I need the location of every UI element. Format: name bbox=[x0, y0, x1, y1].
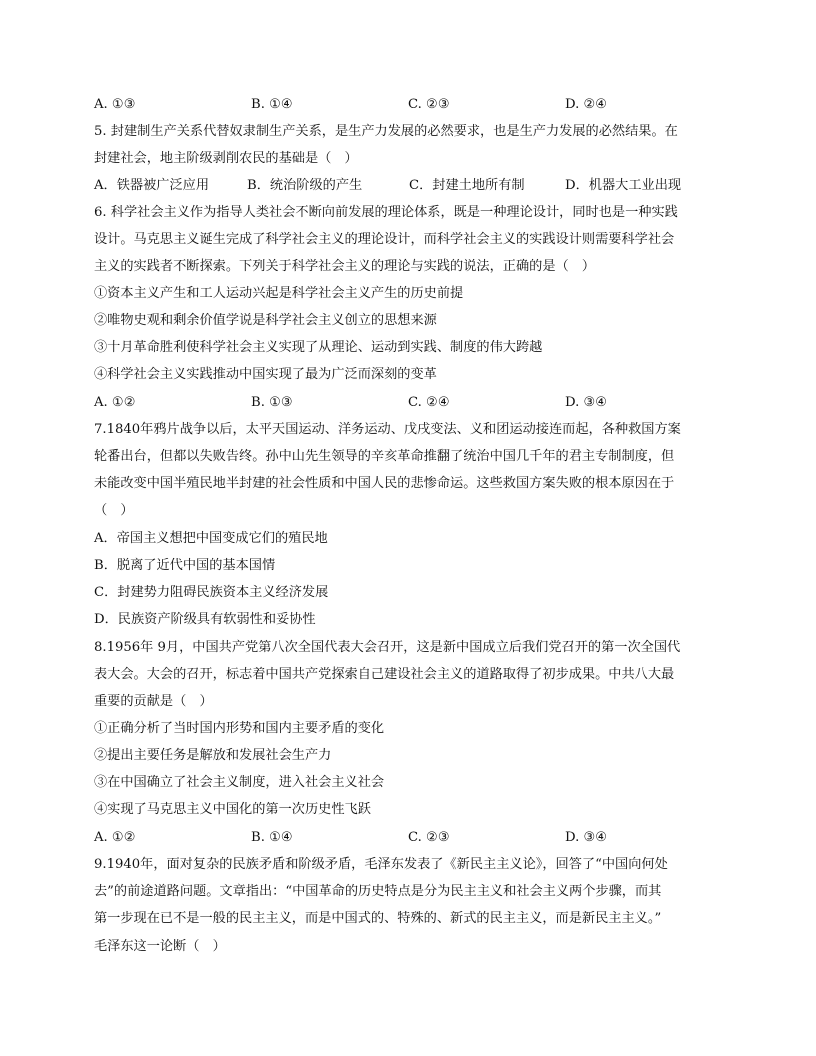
q7-option-c[interactable]: C．封建势力阻碍民族资本主义经济发展 bbox=[94, 585, 329, 600]
q5-option-b[interactable]: B．统治阶级的产生 bbox=[247, 178, 363, 193]
q5-option-d[interactable]: D．机器大工业出现 bbox=[565, 178, 682, 193]
q6-option-a[interactable]: A. ①② bbox=[94, 395, 136, 410]
q6-option-c[interactable]: C. ②④ bbox=[408, 395, 450, 410]
q4-option-d[interactable]: D. ②④ bbox=[565, 97, 608, 112]
q7-option-a[interactable]: A．帝国主义想把中国变成它们的殖民地 bbox=[94, 531, 328, 546]
q8-statement-4: ④实现了马克思主义中国化的第一次历史性飞跃 bbox=[94, 802, 371, 817]
q5-option-c[interactable]: C．封建土地所有制 bbox=[409, 178, 525, 193]
q6-stem-line: 设计。马克思主义诞生完成了科学社会主义的理论设计，而科学社会主义的实践设计则需要科学社会 bbox=[94, 232, 675, 247]
q8-option-d[interactable]: D. ③④ bbox=[565, 830, 608, 845]
q6-stem-line: 6. 科学社会主义作为指导人类社会不断向前发展的理论体系，既是一种理论设计，同时也是一种实践 bbox=[94, 205, 678, 220]
q8-stem-line: 表大会。大会的召开，标志着中国共产党探索自己建设社会主义的道路取得了初步成果。中共八大最 bbox=[94, 667, 675, 682]
q6-statement-4: ④科学社会主义实践推动中国实现了最为广泛而深刻的变革 bbox=[94, 367, 437, 382]
q8-statement-3: ③在中国确立了社会主义制度，进入社会主义社会 bbox=[94, 775, 385, 790]
q7-stem-line: 7.1840年鸦片战争以后，太平天国运动、洋务运动、戊戌变法、义和团运动接连而起，各种救国方案 bbox=[94, 422, 681, 437]
q6-statement-1: ①资本主义产生和工人运动兴起是科学社会主义产生的历史前提 bbox=[94, 286, 464, 301]
q6-statement-2: ②唯物史观和剩余价值学说是科学社会主义创立的思想来源 bbox=[94, 313, 437, 328]
q7-stem-line: 轮番出台，但都以失败告终。孙中山先生领导的辛亥革命推翻了统治中国几千年的君主专制制度，但 bbox=[94, 449, 675, 464]
q5-stem-line: 封建社会，地主阶级剥削农民的基础是（ ） bbox=[94, 151, 358, 166]
q9-stem-line: 第一步现在已不是一般的民主主义，而是中国式的、特殊的、新式的民主主义，而是新民主主义。” bbox=[94, 911, 662, 926]
q5-option-a[interactable]: A．铁器被广泛应用 bbox=[94, 178, 210, 193]
q7-stem-line: 未能改变中国半殖民地半封建的社会性质和中国人民的悲惨命运。这些救国方案失败的根本原因在于 bbox=[94, 476, 675, 491]
q8-stem-line: 重要的贡献是（ ） bbox=[94, 694, 213, 709]
q7-option-b[interactable]: B．脱离了近代中国的基本国情 bbox=[94, 558, 276, 573]
q6-option-d[interactable]: D. ③④ bbox=[565, 395, 608, 410]
q7-stem-line: （ ） bbox=[94, 503, 134, 518]
q6-option-b[interactable]: B. ①③ bbox=[251, 395, 293, 410]
q4-option-a[interactable]: A. ①③ bbox=[94, 97, 136, 112]
q6-statement-3: ③十月革命胜利使科学社会主义实现了从理论、运动到实践、制度的伟大跨越 bbox=[94, 340, 543, 355]
q8-option-c[interactable]: C. ②③ bbox=[408, 830, 450, 845]
q8-stem-line: 8.1956年 9月，中国共产党第八次全国代表大会召开，这是新中国成立后我们党召开的第一次全国代 bbox=[94, 640, 681, 655]
q4-option-c[interactable]: C. ②③ bbox=[408, 97, 450, 112]
q8-statement-1: ①正确分析了当时国内形势和国内主要矛盾的变化 bbox=[94, 721, 385, 736]
q8-statement-2: ②提出主要任务是解放和发展社会生产力 bbox=[94, 748, 332, 763]
q6-stem-line: 主义的实践者不断探索。下列关于科学社会主义的理论与实践的说法，正确的是（ ） bbox=[94, 259, 596, 274]
q5-stem-line: 5. 封建制生产关系代替奴隶制生产关系，是生产力发展的必然要求，也是生产力发展的必然结果。在 bbox=[94, 124, 678, 139]
q9-stem-line: 9.1940年，面对复杂的民族矛盾和阶级矛盾，毛泽东发表了《新民主主义论》，回答了“中国向何处 bbox=[94, 857, 668, 872]
q9-stem-line: 去”的前途道路问题。文章指出：“中国革命的历史特点是分为民主主义和社会主义两个步骤，而其 bbox=[94, 884, 662, 899]
q8-option-a[interactable]: A. ①② bbox=[94, 830, 136, 845]
q9-stem-line: 毛泽东这一论断（ ） bbox=[94, 939, 226, 954]
q8-option-b[interactable]: B. ①④ bbox=[251, 830, 293, 845]
q4-option-b[interactable]: B. ①④ bbox=[251, 97, 293, 112]
q7-option-d[interactable]: D．民族资产阶级具有软弱性和妥协性 bbox=[94, 612, 316, 627]
